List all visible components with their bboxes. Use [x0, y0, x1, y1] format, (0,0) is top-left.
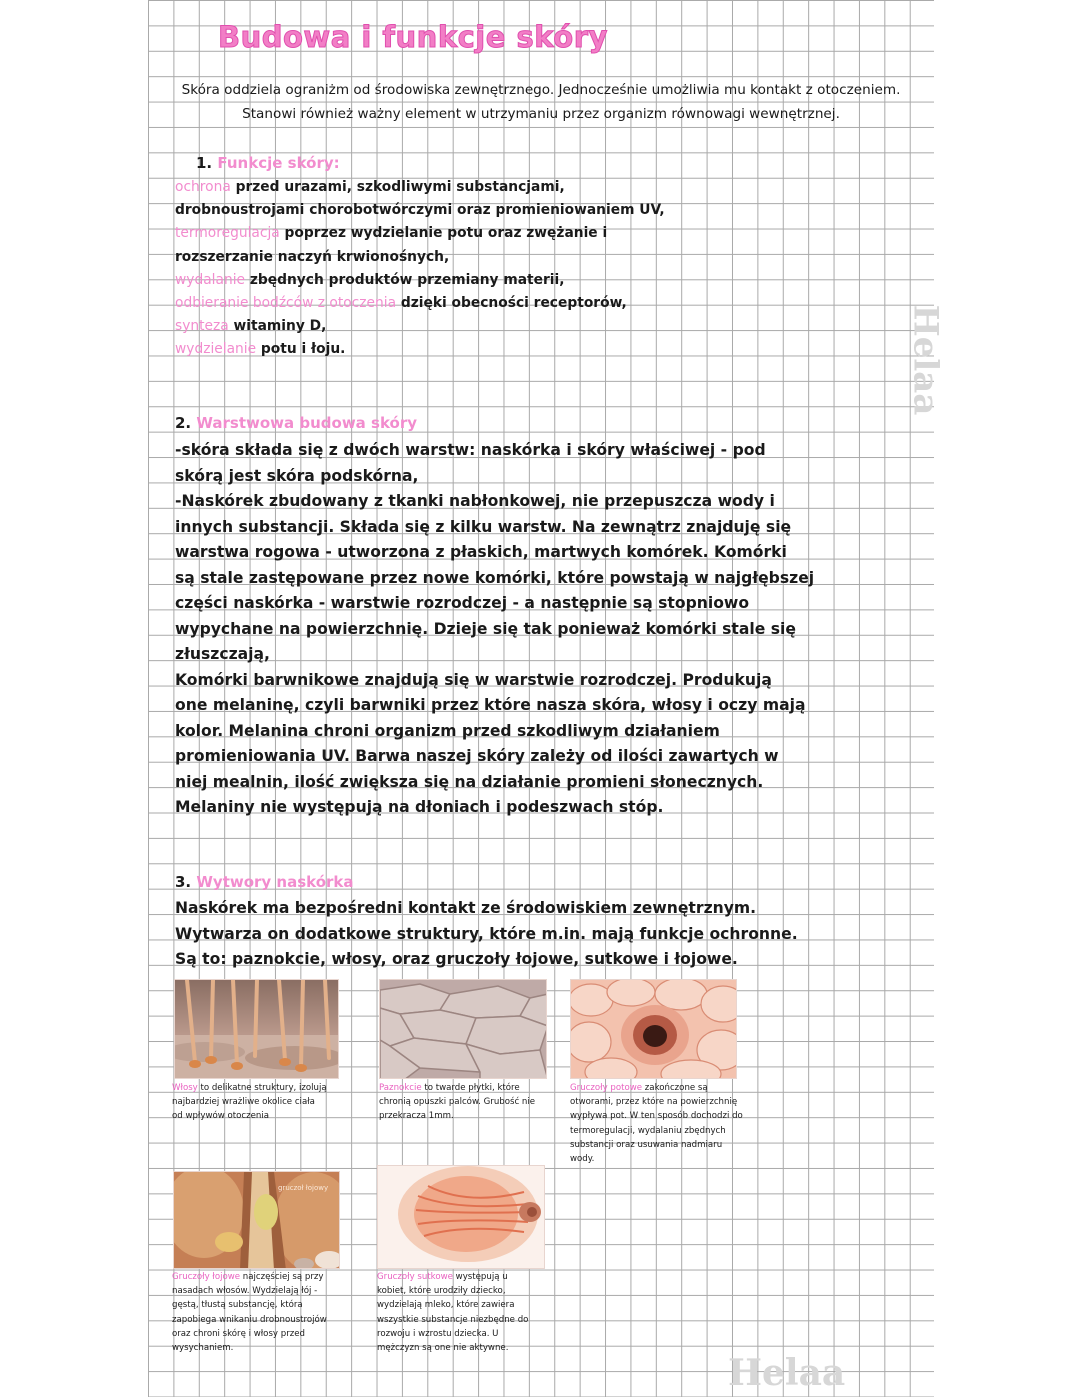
- section1-number: 1.: [196, 154, 213, 172]
- paragraph-line: -Naskórek zbudowany z tkanki nabłonkowej, nie przepuszcza wody i: [175, 492, 775, 510]
- section2-number: 2.: [175, 414, 192, 432]
- sweat-gland-photo: [570, 979, 737, 1079]
- hair-caption: [172, 1081, 352, 1124]
- paragraph-line: złuszczają,: [175, 645, 270, 663]
- paragraph-line: są stale zastępowane przez nowe komórki, które powstają w najgłębszej: [175, 568, 815, 587]
- paragraph-line: innych substancji. Składa się z kilku warstw. Na zewnątrz znajduję się: [175, 517, 792, 536]
- section2-body: [175, 438, 815, 821]
- caption-line: oraz chroni skórę i włosy przed: [172, 1328, 305, 1339]
- function-text: przed urazami, szkodliwymi substancjami,: [230, 179, 565, 195]
- caption-line: zakończone są: [642, 1083, 708, 1093]
- paragraph-line: warstwa rogowa - utworzona z płaskich, martwych komórek. Komórki: [175, 543, 787, 561]
- caption-key: Włosy: [172, 1083, 198, 1093]
- paragraph-line: promieniowania UV. Barwa naszej skóry zależy od ilości zawartych w: [175, 747, 779, 765]
- list-item: [175, 176, 735, 199]
- paragraph-line: Wytwarza on dodatkowe struktury, które m.in. mają funkcje ochronne.: [175, 924, 798, 943]
- caption-line: najbardziej wrażliwe okolice ciała: [172, 1097, 315, 1108]
- paragraph-line: Melaniny nie występują na dłoniach i podeszwach stóp.: [175, 798, 664, 816]
- caption-line: przekracza 1mm.: [379, 1111, 454, 1122]
- sweat-gland-caption: [570, 1081, 760, 1166]
- nails-illustration: [380, 980, 547, 1079]
- function-key: wydzielanie: [175, 341, 257, 358]
- caption-line: nasadach włosów. Wydzielają łój -: [172, 1286, 318, 1297]
- section2-heading: [175, 414, 417, 432]
- photo-label: gruczoł łojowy: [278, 1184, 329, 1192]
- caption-line: substancji oraz usuwania nadmiaru: [570, 1139, 723, 1150]
- paragraph-line: Są to: paznokcie, włosy, oraz gruczoły łojowe, sutkowe i łojowe.: [175, 950, 738, 968]
- list-item: [175, 269, 735, 292]
- section2-title: Warstwowa budowa skóry: [196, 414, 418, 432]
- function-text: zbędnych produktów przemiany materii,: [245, 271, 565, 288]
- caption-line: od wpływów otoczenia: [172, 1111, 270, 1122]
- intro-paragraph: Skóra oddziela ograniżm od środowiska zewnętrznego. Jednocześnie umożliwia mu kontakt z otoczeniem. Stanowi również ważny element w utrzymaniu przez organizm równowagi wewnętrznej.: [181, 82, 901, 122]
- caption-line: gęstą, tłustą substancję, która: [172, 1300, 303, 1311]
- caption-line: występują u: [452, 1272, 508, 1282]
- caption-line: mężczyzn są one nie aktywne.: [377, 1343, 509, 1354]
- caption-line: wszystkie substancje niezbędne do: [377, 1314, 529, 1325]
- side-watermark: Helaa: [905, 304, 946, 416]
- caption-line: to delikatne struktury, izolują: [197, 1083, 327, 1093]
- sebaceous-gland-caption: [172, 1270, 352, 1355]
- caption-line: wody.: [570, 1154, 595, 1165]
- caption-line: otworami, przez które na powierzchnię: [570, 1097, 738, 1108]
- hair-illustration: [175, 980, 339, 1079]
- caption-line: chronią opuszki palców. Grubość nie: [379, 1097, 536, 1108]
- function-text: dzięki obecności receptorów,: [396, 295, 627, 312]
- list-item: [175, 222, 735, 245]
- page-title: Budowa i funkcje skóry: [218, 20, 608, 54]
- sebaceous-gland-illustration: [174, 1172, 340, 1269]
- caption-line: termoregulacji, wydalaniu zbędnych: [570, 1125, 726, 1136]
- caption-line: najczęściej są przy: [240, 1272, 324, 1282]
- section3-title: Wytwory naskórka: [196, 873, 354, 891]
- section3-body: [175, 896, 815, 973]
- function-key: wydalanie: [175, 271, 246, 288]
- caption-line: to twarde płytki, które: [421, 1083, 520, 1093]
- mammary-gland-photo: [377, 1165, 545, 1269]
- caption-line: zapobiega wnikaniu drobnoustrojów: [172, 1314, 327, 1325]
- caption-line: kobiet, które urodziły dziecko,: [377, 1286, 506, 1297]
- paragraph-line: części naskórka - warstwie rozrodczej - a następnie są stopniowo: [175, 594, 750, 612]
- paragraph-line: Komórki barwnikowe znajdują się w warstwie rozrodczej. Produkują: [175, 670, 772, 689]
- caption-line: wydzielają mleko, które zawiera: [377, 1300, 515, 1311]
- list-item: [175, 315, 735, 338]
- caption-key: Gruczoły łojowe: [172, 1272, 241, 1282]
- functions-list: [175, 176, 735, 362]
- bottom-watermark: Helaa: [728, 1352, 846, 1394]
- section1-heading: [196, 154, 340, 172]
- nails-photo: [379, 979, 547, 1079]
- mammary-gland-illustration: [378, 1166, 545, 1269]
- caption-key: Gruczoły sutkowe: [377, 1272, 453, 1282]
- list-item: [175, 338, 735, 361]
- list-item: [175, 199, 735, 222]
- section3-heading: [175, 873, 354, 891]
- function-text: witaminy D,: [228, 318, 327, 335]
- paragraph-line: one melaninę, czyli barwniki przez które nasza skóra, włosy i oczy mają: [175, 696, 806, 714]
- function-key: odbieranie bodźców z otoczenia: [175, 295, 397, 312]
- paragraph-line: niej mealnin, ilość zwiększa się na działanie promieni słonecznych.: [175, 772, 764, 791]
- paragraph-line: Naskórek ma bezpośredni kontakt ze środowiskiem zewnętrznym.: [175, 899, 757, 917]
- function-text: drobnoustrojami chorobotwórczymi oraz promieniowaniem UV,: [175, 202, 665, 219]
- caption-key: Gruczoły potowe: [570, 1083, 643, 1093]
- list-item: [175, 292, 735, 315]
- function-text: rozszerzanie naczyń krwionośnych,: [175, 248, 450, 265]
- paragraph-line: -skóra składa się z dwóch warstw: naskórka i skóry właściwej - pod: [175, 441, 766, 459]
- sebaceous-gland-photo: [173, 1171, 340, 1269]
- list-item: [175, 246, 735, 269]
- sweat-gland-illustration: [571, 980, 737, 1079]
- caption-key: Paznokcie: [379, 1083, 422, 1093]
- function-key: synteza: [175, 318, 229, 335]
- mammary-gland-caption: [377, 1270, 562, 1355]
- paragraph-line: kolor. Melanina chroni organizm przed szkodliwym działaniem: [175, 721, 720, 740]
- caption-line: wysychaniem.: [172, 1343, 234, 1354]
- section3-number: 3.: [175, 873, 192, 891]
- caption-line: rozwoju i wzrostu dziecka. U: [377, 1328, 499, 1339]
- function-key: ochrona: [175, 179, 231, 195]
- function-text: potu i łoju.: [256, 341, 346, 358]
- section1-title: Funkcje skóry:: [217, 154, 340, 172]
- hair-photo: [174, 979, 339, 1079]
- nails-caption: [379, 1081, 559, 1124]
- paragraph-line: wypychane na powierzchnię. Dzieje się tak ponieważ komórki stale się: [175, 619, 796, 638]
- function-text: poprzez wydzielanie potu oraz zwężanie i: [279, 225, 608, 242]
- function-key: termoregulacja: [175, 225, 280, 242]
- paragraph-line: skórą jest skóra podskórna,: [175, 466, 419, 485]
- caption-line: wypływa pot. W ten sposób dochodzi do: [570, 1111, 743, 1122]
